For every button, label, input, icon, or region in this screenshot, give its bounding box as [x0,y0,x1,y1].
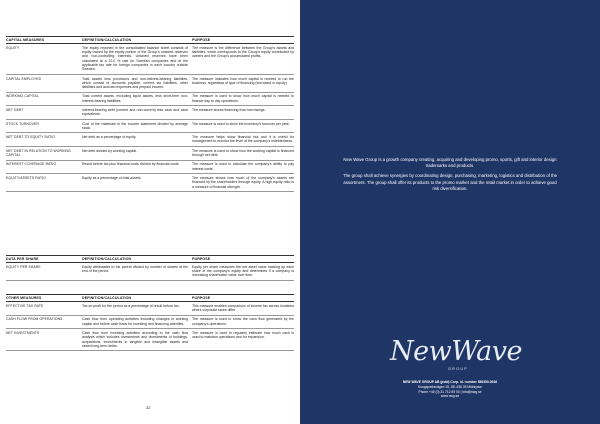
row-definition: Total assets less provisions and non-interest-bearing liabilities, which consist of accounts payable, current tax liabilities, other liabilities and accrued expenses and prepaid income. [82,76,188,90]
row-definition: Tax on profit for the period as a percentage of result before tax. [82,303,180,308]
table-row [6,106,294,120]
row-definition: Result before tax plus financial costs divided by financial costs. [82,162,180,167]
row-purpose: The measure is used to show the inventory's turnover per year. [192,121,290,126]
header-definition: DEFINITION/CALCULATION [82,296,132,300]
row-purpose: The measure helps show financial risk and it is useful for management to monitor the level of the company's indebtedness. [192,135,294,144]
capital-measures-table [6,36,294,192]
header-definition: DEFINITION/CALCULATION [82,257,132,261]
data-per-share-header [6,255,294,263]
table-row [6,263,294,281]
capital-measures-header [6,36,294,44]
table-row [6,302,294,316]
row-definition: Total current assets, excluding liquid assets, less short-term non-interest-bearing liabilities. [82,94,188,103]
row-purpose: The measure is used to show how much capital is needed to finance day to day operations. [192,94,294,103]
table-row [6,161,294,175]
row-name: CAPITAL EMPLOYED [6,76,42,81]
company-id: NEW WAVE GROUP AB (publ) Corp. id. number 556350-0916 [402,380,498,384]
row-name: STOCK TURNOVER [6,121,39,126]
right-page [300,0,600,424]
new-wave-group-logo [390,336,522,372]
row-purpose: The measure is used to show how the working capital is financed through net debt. [192,148,294,158]
other-measures-table [6,294,294,351]
row-purpose: The measure is the difference between the Group's assets and liabilities, which corresponds to the Group's equity contributed by owners and the Group's accumulated profits. [192,45,294,59]
table-row [6,174,294,192]
row-purpose: This measure enables comparison of income tax across locations where corporate taxes differ. [192,303,294,313]
row-name: CASH FLOW FROM OPERATIONS [6,317,63,322]
address: Kungsparksvägen 15, SE-435 39 Mölnlycke [418,384,482,389]
row-purpose: The measure is used to regularly estimate how much cash is used to maintain operations and for expansion. [192,330,294,340]
table-row [6,329,294,351]
row-name: EQUITY PER SHARE [6,264,41,269]
row-definition: Net debt as a percentage of equity. [82,135,137,140]
contact-block [360,380,540,399]
row-definition: Net debt divided by working capital. [82,148,138,153]
intro-paragraph: New Wave Group is a growth company creating, acquiring and developing promo, sports, gift and interior design trademarks and products. [343,157,557,169]
table-row [6,316,294,330]
data-per-share-table [6,255,294,281]
header-measure: DATA PER SHARE [6,257,39,261]
row-name: EQUITY/ASSETS RATIO [6,175,46,180]
header-definition: DEFINITION/CALCULATION [82,38,132,42]
row-definition: Cost of the materials in the income statement divided by average stock. [82,121,188,130]
row-purpose: The measure indicates how much capital is needed to run the business, regardless of type of financing (borrowed or equity). [192,76,294,85]
intro-paragraph: The group shall achieve synergies by coordinating design, purchasing, marketing, logistics and distribution of the assortment. The group shall offer its products to the promo market and the retail market in order to achieve good risk diversification. [342,173,557,191]
table-row [6,133,294,147]
row-purpose: The measure is used to calculate the company's ability to pay interest costs. [192,162,294,171]
table-row [6,120,294,134]
header-measure: OTHER MEASURES [6,296,42,300]
row-name: NET INVESTMENTS [6,330,40,335]
header-purpose: PURPOSE [192,38,211,42]
header-purpose: PURPOSE [192,296,211,300]
header-measure: CAPITAL MEASURES [6,38,45,42]
page-number: 32 [146,405,151,410]
other-measures-header [6,294,294,302]
row-name: NET DEBT IN RELATION TO WORKING CAPITAL [6,148,71,158]
row-purpose: The measure shows financing from borrowings. [192,108,266,113]
table-row [6,93,294,107]
row-definition: The equity reported in the consolidated balance sheet consists of equity owned by the equity portion of the Group's untaxed reserves and non-controlling interests. Untaxed reserves have been calculated at a 22.0 % rate for Swedish companies and at the applicable tax rate for foreign companies in each country outside Sweden. [82,45,188,72]
table-row [6,147,294,161]
row-definition: Interest-bearing debt (current and non-current) less cash and cash equivalents. [82,108,188,117]
logo-wordmark: NewWave [390,336,522,367]
row-name: EFFECTIVE TAX RATE [6,303,44,308]
row-definition: Cash flow from operating activities including changes in working capital and before cash flows for investing and financing activities. [82,317,188,326]
row-definition: Equity attributable to the parent divided by number of shares at the end of the period. [82,264,188,274]
row-purpose: The measure shows how much of the company's assets are financed by the shareholders through equity. A high equity ratio is a measure of financial strength. [192,175,294,189]
company-intro [340,157,560,196]
row-name: WORKING CAPITAL [6,94,39,99]
row-name: EQUITY [6,45,20,50]
row-name: NET DEBT TO EQUITY RATIO [6,135,56,140]
row-definition: Cash flow from investing activities according to the cash flow analysis which includes investments and divestments of buildings, acquisitions, investments in tangible and intangible assets and raised long-term debts. [82,330,188,348]
row-name: NET DEBT [6,108,24,113]
phone-email: Phone +46 (0) 31 712 89 00 | info@nwg.se [418,389,482,394]
header-purpose: PURPOSE [192,257,211,261]
row-purpose: Equity per share measures the net asset value backing up each share of the company's equity and determines if a company is increasing shareholder value over time. [192,264,294,278]
row-definition: Equity as a percentage of total assets. [82,175,142,180]
website: www.nwg.se [440,394,460,399]
table-row [6,75,294,93]
table-row [6,44,294,75]
logo-subtitle: GROUP [448,367,468,371]
row-purpose: The measure is used to show the cash flow generated by the company's operations. [192,317,294,326]
row-name: INTEREST COVERAGE RATIO [6,162,57,167]
